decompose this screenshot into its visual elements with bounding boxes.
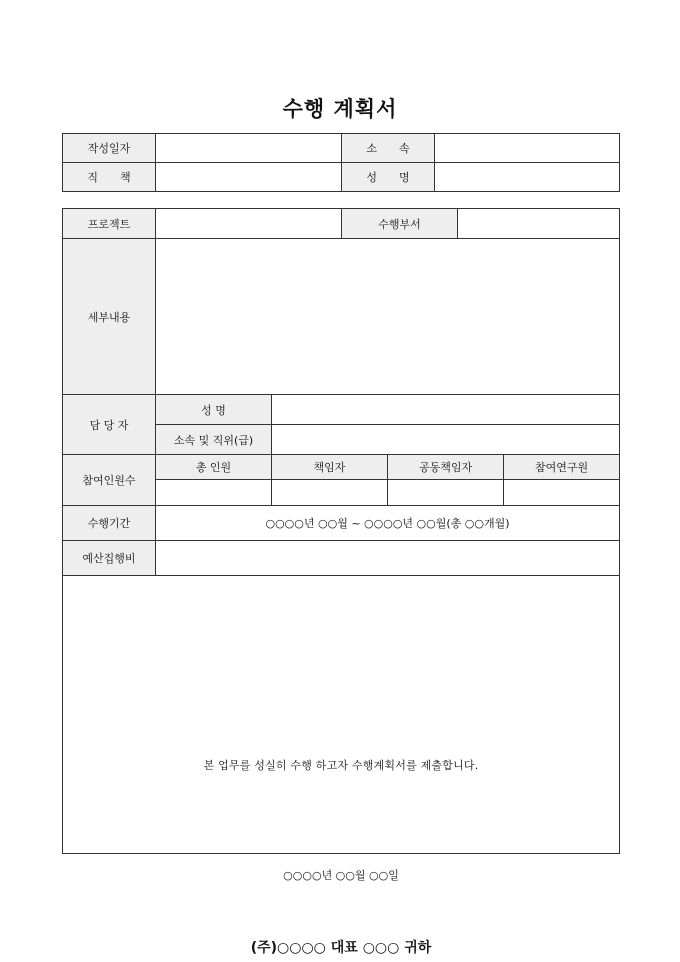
lead-header: 책임자 xyxy=(272,455,388,480)
total-header: 총 인원 xyxy=(156,455,272,480)
period-value: ○○○○년 ○○월 ~ ○○○○년 ○○월(총 ○○개월) xyxy=(156,506,620,541)
co-lead-field[interactable] xyxy=(388,480,504,506)
date-field[interactable] xyxy=(156,134,342,163)
manager-affil-field[interactable] xyxy=(272,425,620,455)
affiliation-field[interactable] xyxy=(435,134,620,163)
lead-field[interactable] xyxy=(272,480,388,506)
name-label: 성 명 xyxy=(342,163,435,192)
submission-date: ○○○○년 ○○월 ○○일 xyxy=(283,868,399,882)
details-label: 세부내용 xyxy=(63,239,156,395)
period-label: 수행기간 xyxy=(63,506,156,541)
author-info-table xyxy=(62,133,620,192)
position-field[interactable] xyxy=(156,163,342,192)
researcher-header: 참여연구원 xyxy=(504,455,620,480)
declaration-text: 본 업무를 성실히 수행 하고자 수행계획서를 제출합니다. xyxy=(203,758,479,772)
dept-label: 수행부서 xyxy=(342,209,458,239)
details-field[interactable] xyxy=(156,239,620,395)
researcher-field[interactable] xyxy=(504,480,620,506)
document-title: 수행 계획서 xyxy=(282,97,398,121)
date-label: 작성일자 xyxy=(63,134,156,163)
affiliation-label: 소 속 xyxy=(342,134,435,163)
plan-table xyxy=(62,208,620,956)
dept-field[interactable] xyxy=(458,209,620,239)
manager-name-field[interactable] xyxy=(272,395,620,425)
submission-section xyxy=(63,576,620,956)
project-field[interactable] xyxy=(156,209,342,239)
manager-name-label: 성 명 xyxy=(156,395,272,425)
budget-label: 예산집행비 xyxy=(63,541,156,576)
manager-label: 담 당 자 xyxy=(63,395,156,455)
project-label: 프로젝트 xyxy=(63,209,156,239)
budget-field[interactable] xyxy=(156,541,620,576)
participants-label: 참여인원수 xyxy=(63,455,156,506)
name-field[interactable] xyxy=(435,163,620,192)
position-label: 직 책 xyxy=(63,163,156,192)
manager-affil-label: 소속 및 직위(급) xyxy=(156,425,272,455)
addressee: (주)○○○○ 대표 ○○○ 귀하 xyxy=(250,939,432,956)
co-lead-header: 공동책임자 xyxy=(388,455,504,480)
total-field[interactable] xyxy=(156,480,272,506)
